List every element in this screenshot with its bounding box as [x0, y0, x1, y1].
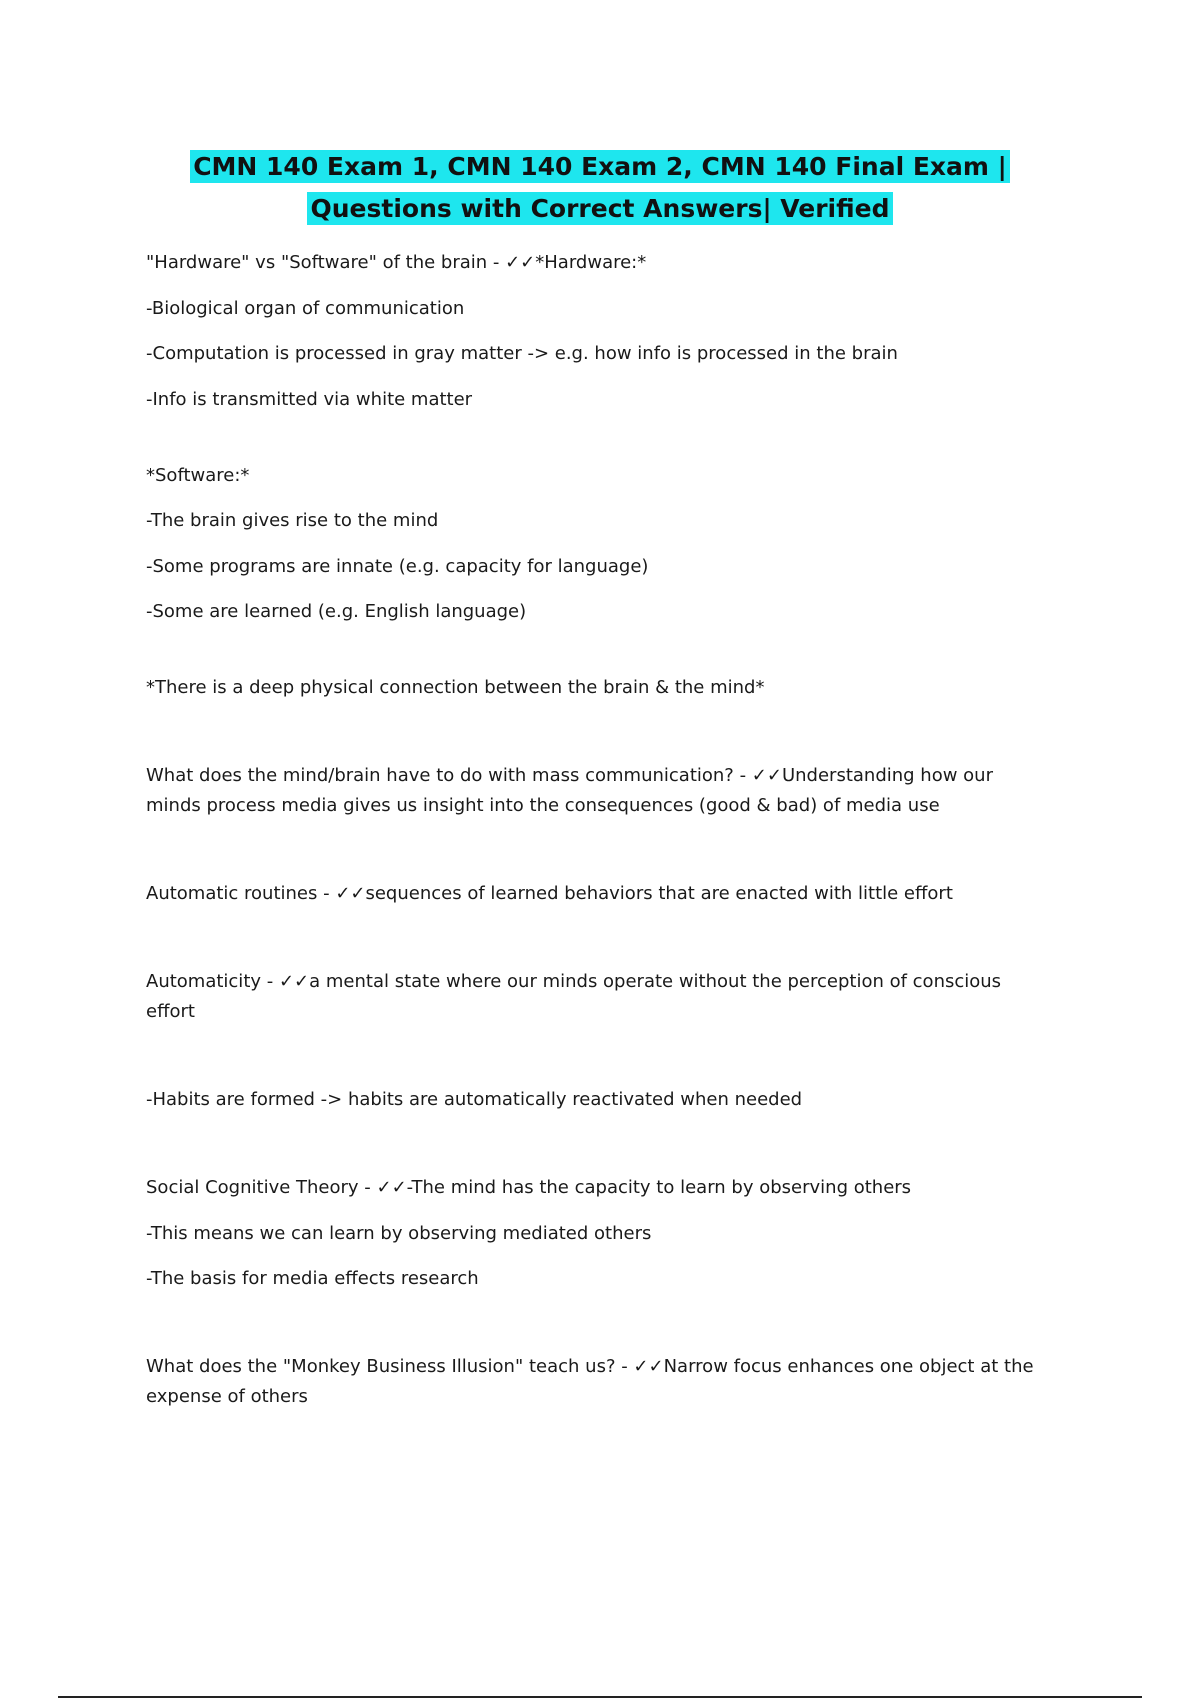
body-line: -Biological organ of communication — [146, 297, 465, 319]
document-body — [146, 248, 1046, 1428]
body-line: Social Cognitive Theory - ✓✓-The mind has the capacity to learn by observing others — [146, 1177, 912, 1198]
body-line: -Some programs are innate (e.g. capacity for language) — [146, 555, 649, 577]
body-line: -This means we can learn by observing mediated others — [146, 1222, 652, 1244]
body-line: Automatic routines - ✓✓sequences of learned behaviors that are enacted with little effort — [146, 883, 953, 904]
body-paragraph: What does the "Monkey Business Illusion" teach us? - ✓✓Narrow focus enhances one object at the expense of others — [146, 1356, 1034, 1407]
body-line: *Software:* — [146, 464, 250, 486]
body-line: -Computation is processed in gray matter -> e.g. how info is processed in the brain — [146, 343, 898, 364]
title-line-1: CMN 140 Exam 1, CMN 140 Exam 2, CMN 140 Final Exam | — [190, 150, 1010, 183]
page-bottom-rule — [58, 1696, 1142, 1698]
body-paragraph: Automaticity - ✓✓a mental state where our minds operate without the perception of conscious effort — [146, 971, 1002, 1022]
title-line-2: Questions with Correct Answers| Verified — [307, 192, 892, 225]
body-line: -Habits are formed -> habits are automatically reactivated when needed — [146, 1089, 803, 1110]
body-line: "Hardware" vs "Software" of the brain - ✓✓*Hardware:* — [146, 252, 647, 273]
body-line: *There is a deep physical connection between the brain & the mind* — [146, 677, 765, 698]
body-line: -Info is transmitted via white matter — [146, 388, 473, 410]
body-line: -Some are learned (e.g. English language) — [146, 601, 527, 622]
document-title — [0, 146, 1200, 230]
body-line: -The brain gives rise to the mind — [146, 510, 439, 531]
body-line: -The basis for media effects research — [146, 1268, 479, 1289]
body-paragraph: What does the mind/brain have to do with mass communication? - ✓✓Understanding how our minds process media gives us insight into the consequences (good & bad) of media use — [146, 765, 993, 816]
